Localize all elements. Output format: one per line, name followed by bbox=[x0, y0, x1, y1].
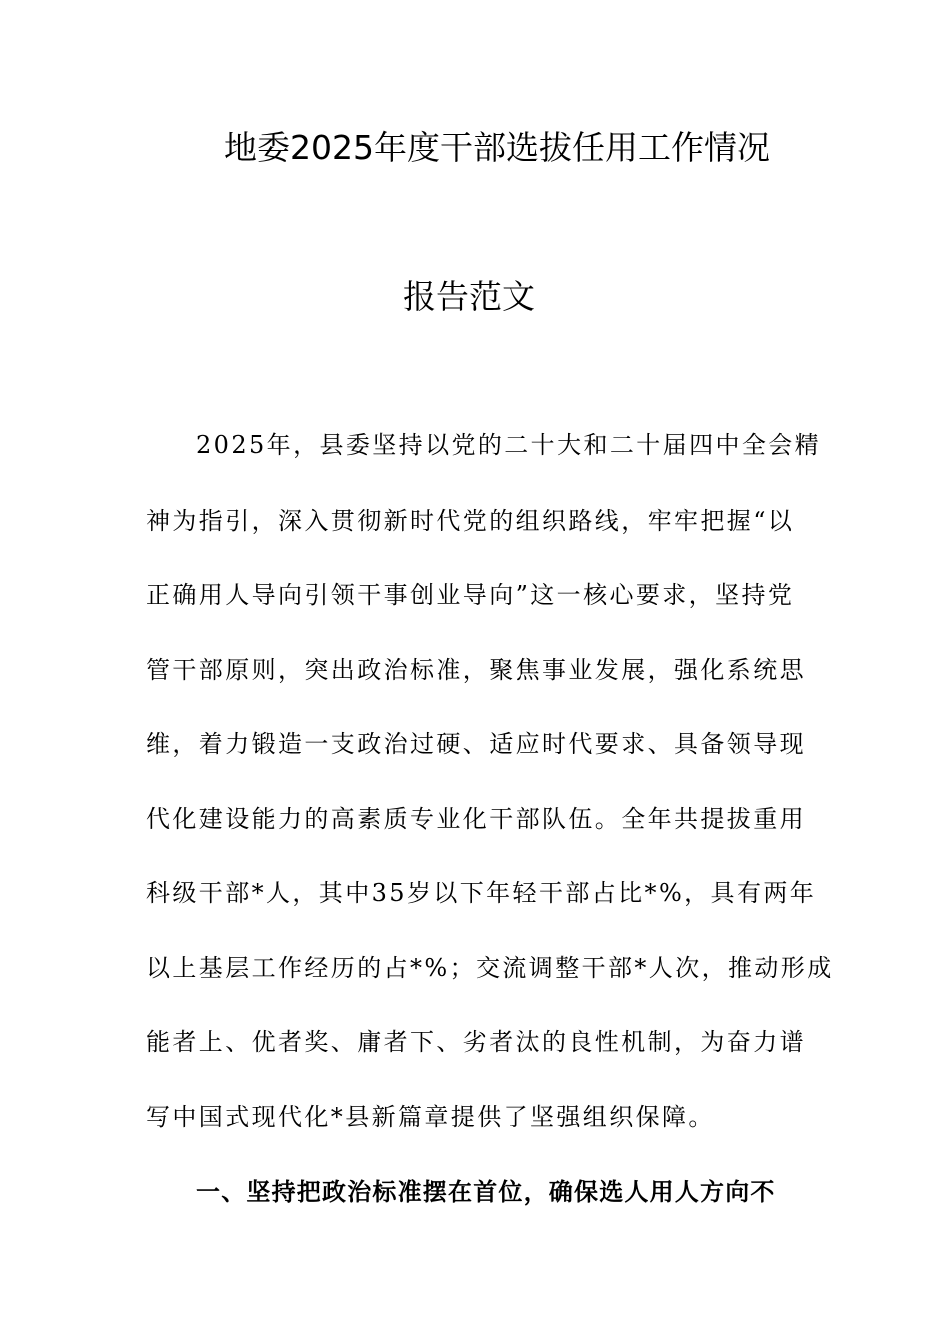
paragraph-line: 代化建设能力的高素质专业化干部队伍。全年共提拔重用 bbox=[146, 805, 806, 833]
paragraph-line: 写中国式现代化*县新篇章提供了坚强组织保障。 bbox=[146, 1103, 715, 1131]
paragraph-line: 能者上、优者奖、庸者下、劣者汰的良性机制，为奋力谱 bbox=[146, 1028, 806, 1056]
paragraph-line: 2025年，县委坚持以党的二十大和二十届四中全会精 bbox=[196, 431, 822, 459]
paragraph-line: 以上基层工作经历的占*%；交流调整干部*人次，推动形成 bbox=[146, 954, 834, 982]
paragraph-line: 科级干部*人，其中35岁以下年轻干部占比*%，具有两年 bbox=[146, 879, 817, 907]
section-heading-1: 一、坚持把政治标准摆在首位，确保选人用人方向不 bbox=[196, 1177, 776, 1206]
paragraph-line: 管干部原则，突出政治标准，聚焦事业发展，强化系统思 bbox=[146, 656, 806, 684]
paragraph-line: 正确用人导向引领干事创业导向”这一核心要求，坚持党 bbox=[146, 581, 795, 609]
document-title-line-2: 报告范文 bbox=[403, 277, 535, 316]
paragraph-line: 神为指引，深入贯彻新时代党的组织路线，牢牢把握“以 bbox=[146, 507, 795, 535]
paragraph-line: 维，着力锻造一支政治过硬、适应时代要求、具备领导现 bbox=[146, 730, 806, 758]
document-title-line-1: 地委2025年度干部选拔任用工作情况 bbox=[224, 128, 770, 167]
